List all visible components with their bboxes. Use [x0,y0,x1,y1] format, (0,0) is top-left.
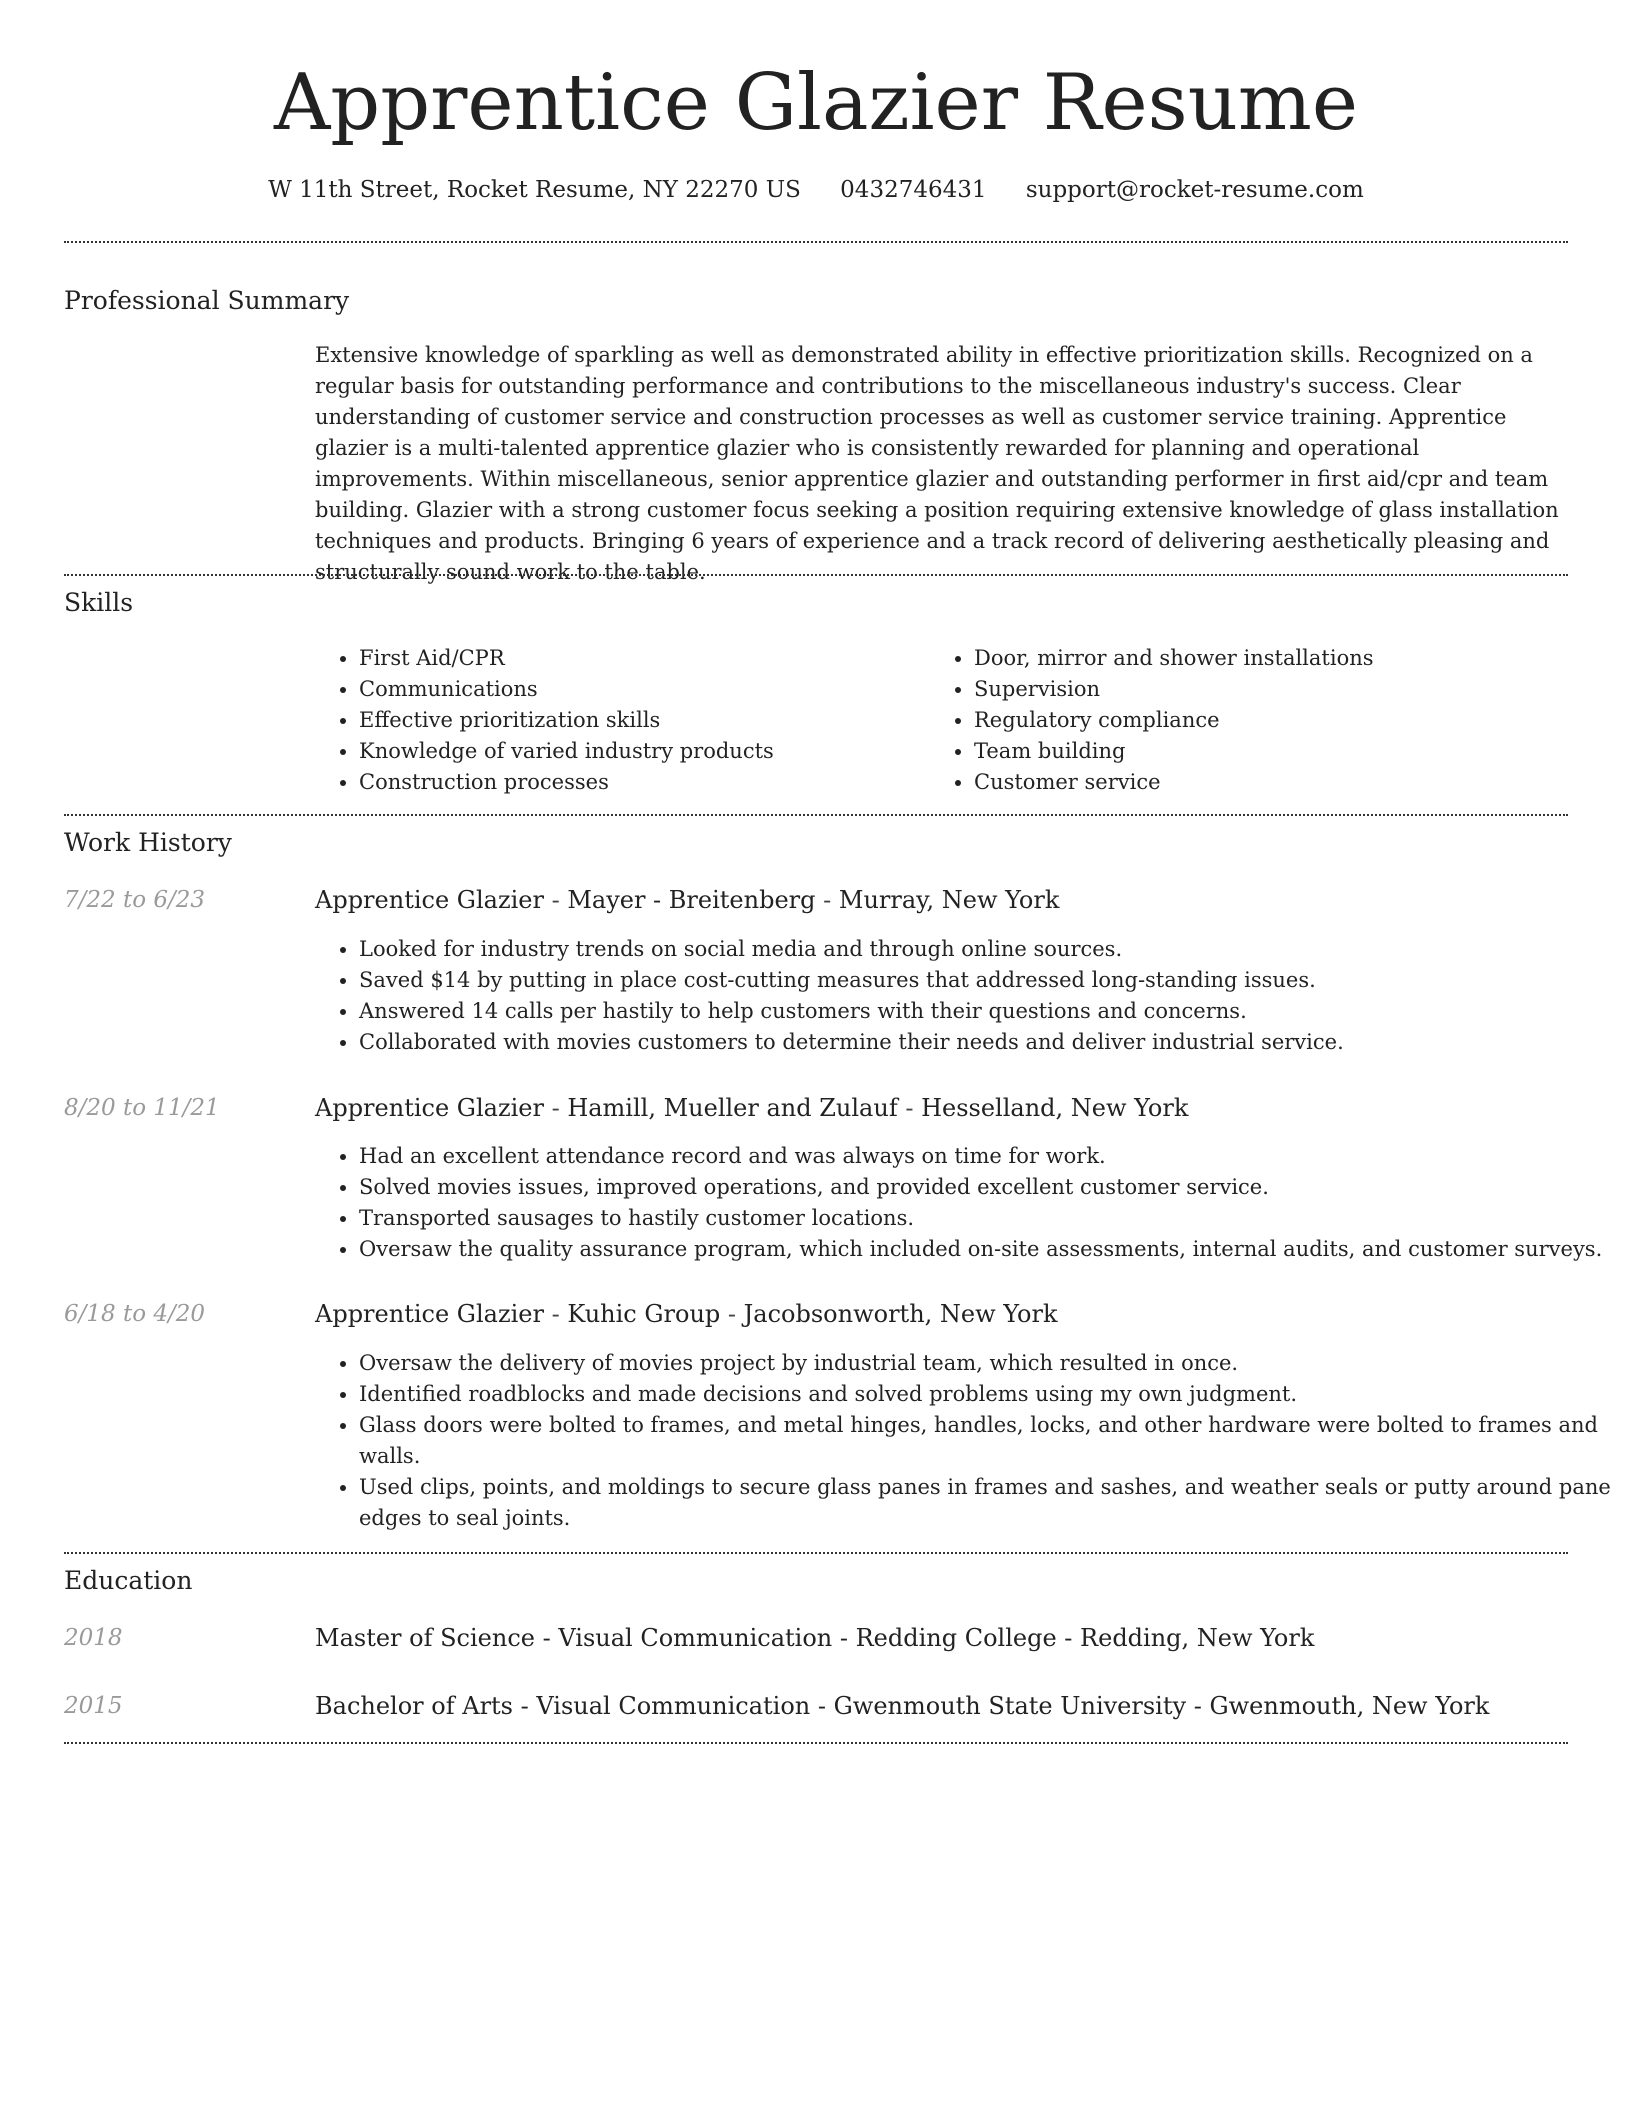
skill-item: • Communications [359,674,774,705]
skill-item: • Door, mirror and shower installations [974,643,1374,674]
job-bullets [315,1348,1612,1534]
divider [64,1552,1568,1554]
divider [64,241,1568,243]
education-school: Gwenmouth State University [833,1692,1187,1720]
skill-item: • First Aid/CPR [359,643,774,674]
divider [64,1742,1568,1744]
separator: - [1056,1624,1081,1652]
job-bullet: • Glass doors were bolted to frames, and metal hinges, handles, locks, and other hardware were bolted to frames and walls. [359,1410,1612,1472]
skill-item: • Construction processes [359,767,774,798]
separator: - [720,1300,744,1328]
job-company: Hamill, Mueller and Zulauf [567,1094,898,1122]
job-heading [315,1296,1058,1332]
separator: - [1186,1692,1210,1720]
job-heading [315,882,1059,918]
skill-item: • Team building [974,736,1374,767]
job-dates: 8/20 to 11/21 [64,1095,220,1121]
education-field: Visual Communication [536,1692,811,1720]
education-entry [315,1688,1489,1724]
job-bullet: • Oversaw the delivery of movies project by industrial team, which resulted in once. [359,1348,1612,1379]
summary-heading: Professional Summary [64,286,350,315]
education-entry [315,1620,1314,1656]
job-title: Apprentice Glazier [315,1094,544,1122]
separator: - [832,1624,856,1652]
work-heading: Work History [64,828,232,857]
contact-email: support@rocket-resume.com [1025,177,1364,203]
job-bullets [315,1141,1612,1265]
education-location: Redding, New York [1080,1624,1315,1652]
skill-item: • Customer service [974,767,1374,798]
job-dates: 6/18 to 4/20 [64,1301,206,1327]
separator: - [897,1094,922,1122]
summary-text: Extensive knowledge of sparkling as well as demonstrated ability in effective prioritization skills. Recognized on a regular basis for outstanding performance and contributions to the miscellaneous industry's success. Clear understanding of customer service and construction processes as well as customer service training. Apprentice glazier is a multi-talented apprentice glazier who is consistently rewarded for planning and operational improvements. Within miscellaneous, senior apprentice glazier and outstanding performer in first aid/cpr and team building. Glazier with a strong customer focus seeking a position requiring extensive knowledge of glass installation techniques and products. Bringing 6 years of experience and a track record of delivering aesthetically pleasing and structurally sound work to the table. [315,343,1559,584]
job-bullet: • Had an excellent attendance record and was always on time for work. [359,1141,1612,1172]
job-bullet: • Saved $14 by putting in place cost-cutting measures that addressed long-standing issues. [359,965,1612,996]
separator: - [543,886,568,914]
job-bullet: • Looked for industry trends on social media and through online sources. [359,934,1612,965]
separator: - [810,1692,834,1720]
contact-address: W 11th Street, Rocket Resume, NY 22270 US [268,177,801,203]
job-location: Murray, New York [838,886,1060,914]
skills-list-right [930,643,1374,798]
job-dates: 7/22 to 6/23 [64,887,206,913]
contact-line [0,170,1632,210]
job-company: Mayer - Breitenberg [567,886,816,914]
education-location: Gwenmouth, New York [1209,1692,1490,1720]
divider [64,574,1568,576]
education-year: 2018 [64,1625,123,1651]
job-bullet: • Collaborated with movies customers to determine their needs and deliver industrial service. [359,1027,1612,1058]
job-bullet: • Identified roadblocks and made decisions and solved problems using my own judgment. [359,1379,1612,1410]
education-degree: Master of Science [315,1624,535,1652]
skills-heading: Skills [64,588,134,617]
skill-item: • Regulatory compliance [974,705,1374,736]
job-bullets [315,934,1612,1058]
education-school: Redding College [855,1624,1057,1652]
contact-phone: 0432746431 [840,177,987,203]
job-location: Jacobsonworth, New York [743,1300,1058,1328]
job-title: Apprentice Glazier [315,1300,544,1328]
job-bullet: • Oversaw the quality assurance program, which included on-site assessments, internal audits, and customer surveys. [359,1234,1612,1265]
job-bullet: • Used clips, points, and moldings to secure glass panes in frames and sashes, and weather seals or putty around pane edges to seal joints. [359,1472,1612,1534]
skills-list-left [315,643,774,798]
separator: - [513,1692,537,1720]
job-bullet: • Answered 14 calls per hastily to help customers with their questions and concerns. [359,996,1612,1027]
job-heading [315,1090,1188,1126]
job-title: Apprentice Glazier [315,886,544,914]
divider [64,814,1568,816]
skill-item: • Effective prioritization skills [359,705,774,736]
job-company: Kuhic Group [567,1300,721,1328]
education-heading: Education [64,1566,193,1595]
separator: - [543,1300,568,1328]
separator: - [543,1094,568,1122]
skill-item: • Supervision [974,674,1374,705]
education-degree: Bachelor of Arts [315,1692,513,1720]
resume-title: Apprentice Glazier Resume [273,58,1359,148]
separator: - [534,1624,559,1652]
job-bullet: • Transported sausages to hastily customer locations. [359,1203,1612,1234]
skill-item: • Knowledge of varied industry products [359,736,774,767]
job-bullet: • Solved movies issues, improved operations, and provided excellent customer service. [359,1172,1612,1203]
education-year: 2015 [64,1693,123,1719]
education-field: Visual Communication [558,1624,833,1652]
separator: - [815,886,839,914]
job-location: Hesselland, New York [921,1094,1189,1122]
